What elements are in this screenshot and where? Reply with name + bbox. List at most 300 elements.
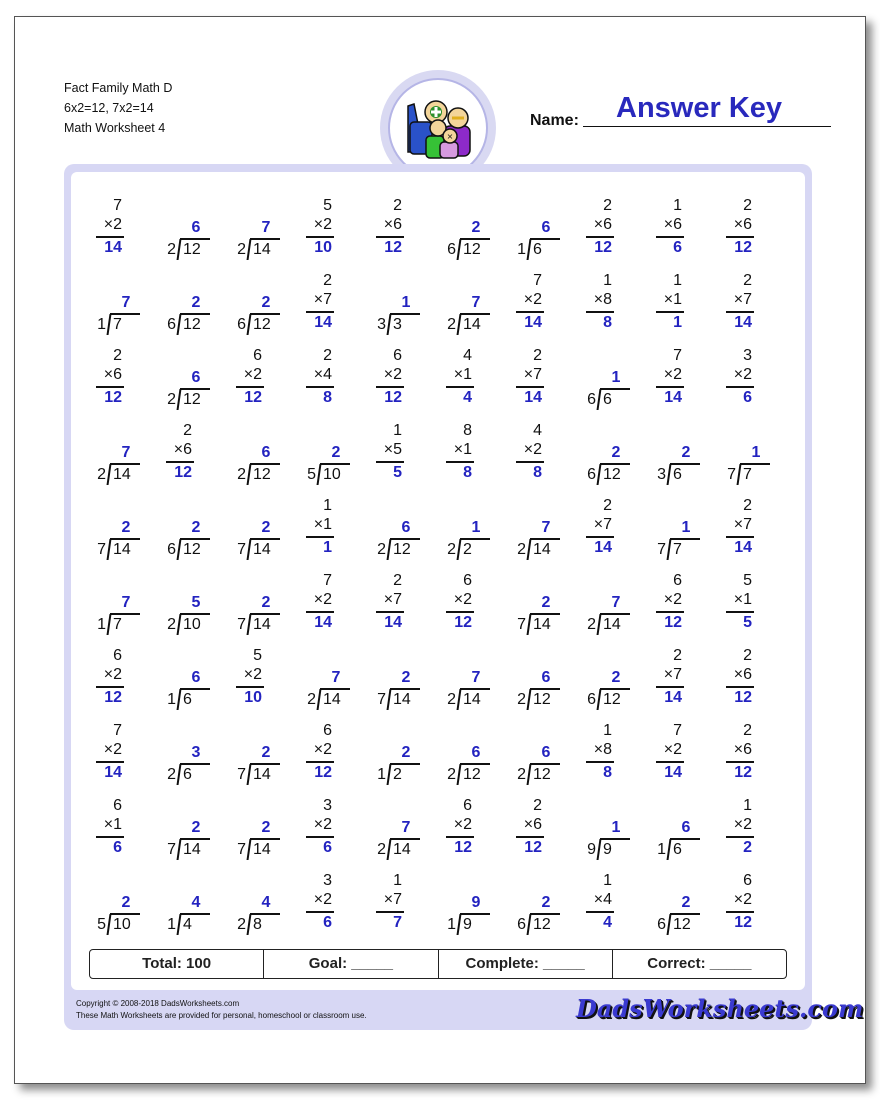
product-answer: 12: [734, 689, 752, 706]
quotient-answer: 7: [401, 819, 411, 836]
dividend: 14: [463, 691, 481, 708]
multiplication-problem: [428, 338, 498, 413]
dividend: 7: [743, 466, 752, 483]
product-answer: 12: [384, 389, 402, 406]
division-problem: [428, 713, 498, 788]
division-problem: [78, 263, 148, 338]
factor-top: 6: [743, 872, 752, 889]
factor-top: 2: [393, 197, 402, 214]
quotient-answer: 1: [611, 819, 621, 836]
division-bracket: [457, 314, 462, 335]
multiplication-problem: [708, 263, 778, 338]
multiplication-problem: [708, 488, 778, 563]
division-problem: [358, 263, 428, 338]
division-bracket: [457, 539, 462, 560]
factor-bottom: ×8: [593, 741, 612, 758]
multiplication-problem: [428, 788, 498, 863]
total-count: Total: 100: [142, 955, 212, 972]
factor-top: 5: [323, 197, 332, 214]
quotient-answer: 2: [261, 594, 271, 611]
divisor: 2: [517, 691, 526, 708]
dividend: 14: [323, 691, 341, 708]
quotient-answer: 3: [191, 744, 201, 761]
multiplication-problem: [568, 713, 638, 788]
fact-family: 6x2=12, 7x2=14: [64, 101, 154, 115]
factor-bottom: ×1: [453, 366, 472, 383]
factor-top: 7: [113, 197, 122, 214]
divisor: 7: [97, 541, 106, 558]
factor-top: 2: [393, 572, 402, 589]
multiplication-problem: [708, 638, 778, 713]
quotient-answer: 2: [191, 519, 201, 536]
multiplication-problem: [708, 788, 778, 863]
divisor: 2: [167, 766, 176, 783]
dividend: 7: [113, 316, 122, 333]
division-problem: [288, 638, 358, 713]
dividend: 9: [463, 916, 472, 933]
divisor: 6: [447, 241, 456, 258]
division-bracket: [177, 764, 182, 785]
divisor: 5: [307, 466, 316, 483]
factor-top: 6: [253, 347, 262, 364]
division-problem: [568, 638, 638, 713]
dividend: 2: [463, 541, 472, 558]
factor-top: 6: [323, 722, 332, 739]
factor-bottom: ×2: [453, 816, 472, 833]
product-answer: 14: [734, 314, 752, 331]
quotient-answer: 6: [191, 669, 201, 686]
dividend: 12: [603, 466, 621, 483]
factor-top: 1: [393, 872, 402, 889]
product-answer: 14: [594, 539, 612, 556]
division-problem: [358, 713, 428, 788]
quotient-answer: 5: [191, 594, 201, 611]
multiplication-problem: [638, 338, 708, 413]
factor-top: 2: [323, 272, 332, 289]
multiplication-problem: [288, 863, 358, 938]
division-problem: [428, 263, 498, 338]
dividend: 12: [253, 316, 271, 333]
division-problem: [78, 563, 148, 638]
factor-bottom: ×2: [243, 366, 262, 383]
dividend: 10: [323, 466, 341, 483]
worksheet-subtitle: Math Worksheet 4: [64, 121, 166, 135]
dividend: 14: [253, 616, 271, 633]
division-problem: [428, 488, 498, 563]
product-answer: 14: [664, 389, 682, 406]
product-answer: 12: [734, 914, 752, 931]
product-answer: 14: [104, 239, 122, 256]
division-problem: [428, 188, 498, 263]
dividend: 6: [603, 391, 612, 408]
dividend: 12: [183, 241, 201, 258]
dividend: 9: [603, 841, 612, 858]
factor-bottom: ×6: [663, 216, 682, 233]
dividend: 12: [533, 916, 551, 933]
factor-bottom: ×7: [523, 366, 542, 383]
division-problem: [148, 788, 218, 863]
factor-bottom: ×6: [103, 366, 122, 383]
factor-top: 2: [603, 197, 612, 214]
divisor: 2: [167, 241, 176, 258]
complete-field[interactable]: Complete: _____: [438, 950, 612, 978]
factor-bottom: ×2: [383, 366, 402, 383]
factor-bottom: ×7: [383, 891, 402, 908]
quotient-answer: 1: [611, 369, 621, 386]
factor-top: 1: [603, 872, 612, 889]
factor-bottom: ×2: [663, 366, 682, 383]
divisor: 7: [517, 616, 526, 633]
divisor: 7: [237, 841, 246, 858]
product-answer: 4: [463, 389, 472, 406]
divisor: 1: [97, 316, 106, 333]
factor-bottom: ×1: [453, 441, 472, 458]
division-bracket: [317, 464, 322, 485]
product-answer: 5: [393, 464, 402, 481]
quotient-answer: 6: [191, 369, 201, 386]
divisor: 7: [727, 466, 736, 483]
quotient-answer: 6: [541, 219, 551, 236]
divisor: 2: [237, 916, 246, 933]
dividend: 3: [393, 316, 402, 333]
factor-bottom: ×2: [103, 741, 122, 758]
factor-top: 1: [743, 797, 752, 814]
division-problem: [78, 488, 148, 563]
quotient-answer: 2: [191, 819, 201, 836]
division-problem: [568, 338, 638, 413]
division-problem: [148, 263, 218, 338]
division-problem: [498, 638, 568, 713]
factor-bottom: ×4: [313, 366, 332, 383]
product-answer: 14: [734, 539, 752, 556]
factor-top: 5: [743, 572, 752, 589]
dividend: 14: [253, 766, 271, 783]
division-problem: [218, 563, 288, 638]
divisor: 3: [377, 316, 386, 333]
dividend: 10: [113, 916, 131, 933]
product-answer: 14: [664, 764, 682, 781]
factor-bottom: ×2: [103, 216, 122, 233]
name-field[interactable]: [583, 126, 831, 127]
factor-bottom: ×2: [663, 591, 682, 608]
division-problem: [638, 863, 708, 938]
factor-top: 7: [673, 347, 682, 364]
division-bracket: [247, 914, 252, 935]
factor-top: 4: [463, 347, 472, 364]
division-bracket: [527, 764, 532, 785]
quotient-answer: 6: [401, 519, 411, 536]
multiplication-problem: [288, 338, 358, 413]
factor-bottom: ×6: [173, 441, 192, 458]
divisor: 2: [447, 691, 456, 708]
product-answer: 6: [323, 839, 332, 856]
product-answer: 6: [113, 839, 122, 856]
division-bracket: [317, 689, 322, 710]
quotient-answer: 4: [191, 894, 201, 911]
dividend: 4: [183, 916, 192, 933]
factor-bottom: ×2: [733, 891, 752, 908]
divisor: 2: [307, 691, 316, 708]
quotient-answer: 2: [401, 669, 411, 686]
division-bracket: [527, 689, 532, 710]
product-answer: 6: [743, 389, 752, 406]
product-answer: 12: [314, 764, 332, 781]
quotient-answer: 1: [401, 294, 411, 311]
product-answer: 12: [454, 839, 472, 856]
divisor: 2: [587, 616, 596, 633]
factor-top: 7: [533, 272, 542, 289]
factor-top: 3: [323, 797, 332, 814]
quotient-answer: 7: [261, 219, 271, 236]
product-answer: 14: [524, 389, 542, 406]
division-bracket: [387, 539, 392, 560]
dividend: 14: [113, 541, 131, 558]
dividend: 6: [673, 841, 682, 858]
factor-top: 2: [743, 722, 752, 739]
product-answer: 8: [603, 314, 612, 331]
factor-bottom: ×1: [103, 816, 122, 833]
quotient-answer: 2: [121, 894, 131, 911]
factor-bottom: ×2: [313, 591, 332, 608]
multiplication-problem: [568, 263, 638, 338]
division-bracket: [247, 464, 252, 485]
factor-bottom: ×2: [313, 216, 332, 233]
quotient-answer: 2: [471, 219, 481, 236]
factor-top: 1: [673, 197, 682, 214]
division-problem: [638, 413, 708, 488]
division-bracket: [667, 839, 672, 860]
division-problem: [218, 788, 288, 863]
multiplication-problem: [358, 563, 428, 638]
divisor: 2: [517, 766, 526, 783]
division-bracket: [527, 914, 532, 935]
product-answer: 14: [314, 614, 332, 631]
product-answer: 8: [323, 389, 332, 406]
division-problem: [498, 488, 568, 563]
product-answer: 5: [743, 614, 752, 631]
multiplication-problem: [708, 338, 778, 413]
quotient-answer: 7: [121, 444, 131, 461]
correct-field[interactable]: Correct: _____: [612, 950, 786, 978]
division-bracket: [597, 389, 602, 410]
division-problem: [78, 863, 148, 938]
division-bracket: [107, 464, 112, 485]
factor-top: 8: [463, 422, 472, 439]
quotient-answer: 2: [611, 669, 621, 686]
multiplication-problem: [568, 863, 638, 938]
division-bracket: [247, 614, 252, 635]
product-answer: 12: [244, 389, 262, 406]
division-problem: [288, 413, 358, 488]
score-box: [89, 949, 787, 979]
dividend: 6: [183, 766, 192, 783]
product-answer: 14: [384, 614, 402, 631]
dividend: 12: [393, 541, 411, 558]
dividend: 12: [183, 541, 201, 558]
factor-bottom: ×8: [593, 291, 612, 308]
multiplication-problem: [638, 713, 708, 788]
dividend: 6: [673, 466, 682, 483]
quotient-answer: 2: [541, 894, 551, 911]
quotient-answer: 7: [121, 294, 131, 311]
factor-top: 2: [603, 497, 612, 514]
dividend: 6: [533, 241, 542, 258]
divisor: 2: [167, 391, 176, 408]
factor-bottom: ×6: [733, 741, 752, 758]
factor-top: 7: [323, 572, 332, 589]
quotient-answer: 2: [191, 294, 201, 311]
division-bracket: [737, 464, 742, 485]
divisor: 2: [97, 466, 106, 483]
dividend: 7: [673, 541, 682, 558]
dividend: 7: [113, 616, 122, 633]
multiplication-problem: [358, 413, 428, 488]
product-answer: 12: [524, 839, 542, 856]
multiplication-problem: [78, 638, 148, 713]
division-problem: [568, 413, 638, 488]
factor-top: 1: [393, 422, 402, 439]
division-bracket: [247, 314, 252, 335]
dividend: 12: [183, 316, 201, 333]
quotient-answer: 7: [541, 519, 551, 536]
divisor: 6: [587, 391, 596, 408]
factor-bottom: ×2: [313, 741, 332, 758]
factor-bottom: ×1: [733, 591, 752, 608]
division-problem: [148, 713, 218, 788]
product-answer: 14: [104, 764, 122, 781]
division-problem: [218, 488, 288, 563]
factor-bottom: ×2: [733, 816, 752, 833]
division-bracket: [527, 239, 532, 260]
divisor: 6: [657, 916, 666, 933]
division-problem: [498, 563, 568, 638]
division-bracket: [457, 689, 462, 710]
product-answer: 6: [673, 239, 682, 256]
product-answer: 12: [104, 389, 122, 406]
footer: [76, 998, 367, 1022]
division-bracket: [247, 539, 252, 560]
division-problem: [218, 413, 288, 488]
factor-bottom: ×2: [243, 666, 262, 683]
factor-bottom: ×2: [523, 441, 542, 458]
quotient-answer: 2: [611, 444, 621, 461]
quotient-answer: 7: [611, 594, 621, 611]
multiplication-problem: [428, 413, 498, 488]
factor-bottom: ×5: [383, 441, 402, 458]
division-bracket: [387, 314, 392, 335]
factor-top: 2: [743, 497, 752, 514]
multiplication-problem: [288, 788, 358, 863]
division-bracket: [247, 764, 252, 785]
divisor: 7: [377, 691, 386, 708]
divisor: 3: [657, 466, 666, 483]
factor-bottom: ×2: [103, 666, 122, 683]
factor-top: 2: [743, 272, 752, 289]
dividend: 14: [393, 841, 411, 858]
dividend: 14: [533, 541, 551, 558]
multiplication-problem: [638, 263, 708, 338]
multiplication-problem: [218, 338, 288, 413]
name-label: Name:: [530, 112, 579, 129]
quotient-answer: 1: [751, 444, 761, 461]
factor-top: 1: [603, 272, 612, 289]
quotient-answer: 2: [331, 444, 341, 461]
division-problem: [218, 713, 288, 788]
divisor: 2: [447, 316, 456, 333]
division-problem: [148, 188, 218, 263]
divisor: 1: [97, 616, 106, 633]
product-answer: 12: [664, 614, 682, 631]
multiplication-problem: [498, 263, 568, 338]
factor-top: 6: [393, 347, 402, 364]
factor-top: 6: [113, 647, 122, 664]
copyright: Copyright © 2008-2018 DadsWorksheets.com: [76, 999, 240, 1008]
factor-bottom: ×6: [593, 216, 612, 233]
division-bracket: [457, 914, 462, 935]
division-bracket: [527, 539, 532, 560]
multiplication-problem: [288, 713, 358, 788]
divisor: 6: [517, 916, 526, 933]
factor-bottom: ×7: [593, 516, 612, 533]
dividend: 14: [533, 616, 551, 633]
product-answer: 12: [174, 464, 192, 481]
dividend: 12: [603, 691, 621, 708]
dividend: 6: [183, 691, 192, 708]
divisor: 1: [517, 241, 526, 258]
quotient-answer: 2: [401, 744, 411, 761]
division-problem: [218, 263, 288, 338]
dividend: 10: [183, 616, 201, 633]
product-answer: 12: [454, 614, 472, 631]
factor-top: 7: [113, 722, 122, 739]
quotient-answer: 2: [541, 594, 551, 611]
factor-bottom: ×6: [733, 216, 752, 233]
quotient-answer: 7: [471, 294, 481, 311]
divisor: 2: [167, 616, 176, 633]
divisor: 2: [517, 541, 526, 558]
quotient-answer: 7: [471, 669, 481, 686]
factor-bottom: ×6: [383, 216, 402, 233]
product-answer: 8: [533, 464, 542, 481]
division-problem: [428, 863, 498, 938]
quotient-answer: 2: [261, 294, 271, 311]
dividend: 8: [253, 916, 262, 933]
factor-top: 6: [673, 572, 682, 589]
quotient-answer: 6: [191, 219, 201, 236]
goal-field[interactable]: Goal: _____: [263, 950, 437, 978]
product-answer: 12: [104, 689, 122, 706]
division-bracket: [527, 614, 532, 635]
division-problem: [498, 713, 568, 788]
divisor: 2: [377, 841, 386, 858]
multiplication-problem: [638, 638, 708, 713]
quotient-answer: 4: [261, 894, 271, 911]
dividend: 12: [673, 916, 691, 933]
factor-bottom: ×4: [593, 891, 612, 908]
division-bracket: [177, 539, 182, 560]
dividend: 14: [253, 841, 271, 858]
divisor: 7: [167, 841, 176, 858]
division-problem: [638, 488, 708, 563]
divisor: 5: [97, 916, 106, 933]
factor-top: 2: [183, 422, 192, 439]
division-bracket: [247, 239, 252, 260]
factor-top: 6: [463, 797, 472, 814]
factor-bottom: ×7: [733, 291, 752, 308]
dividend: 14: [393, 691, 411, 708]
division-problem: [148, 488, 218, 563]
division-bracket: [177, 614, 182, 635]
